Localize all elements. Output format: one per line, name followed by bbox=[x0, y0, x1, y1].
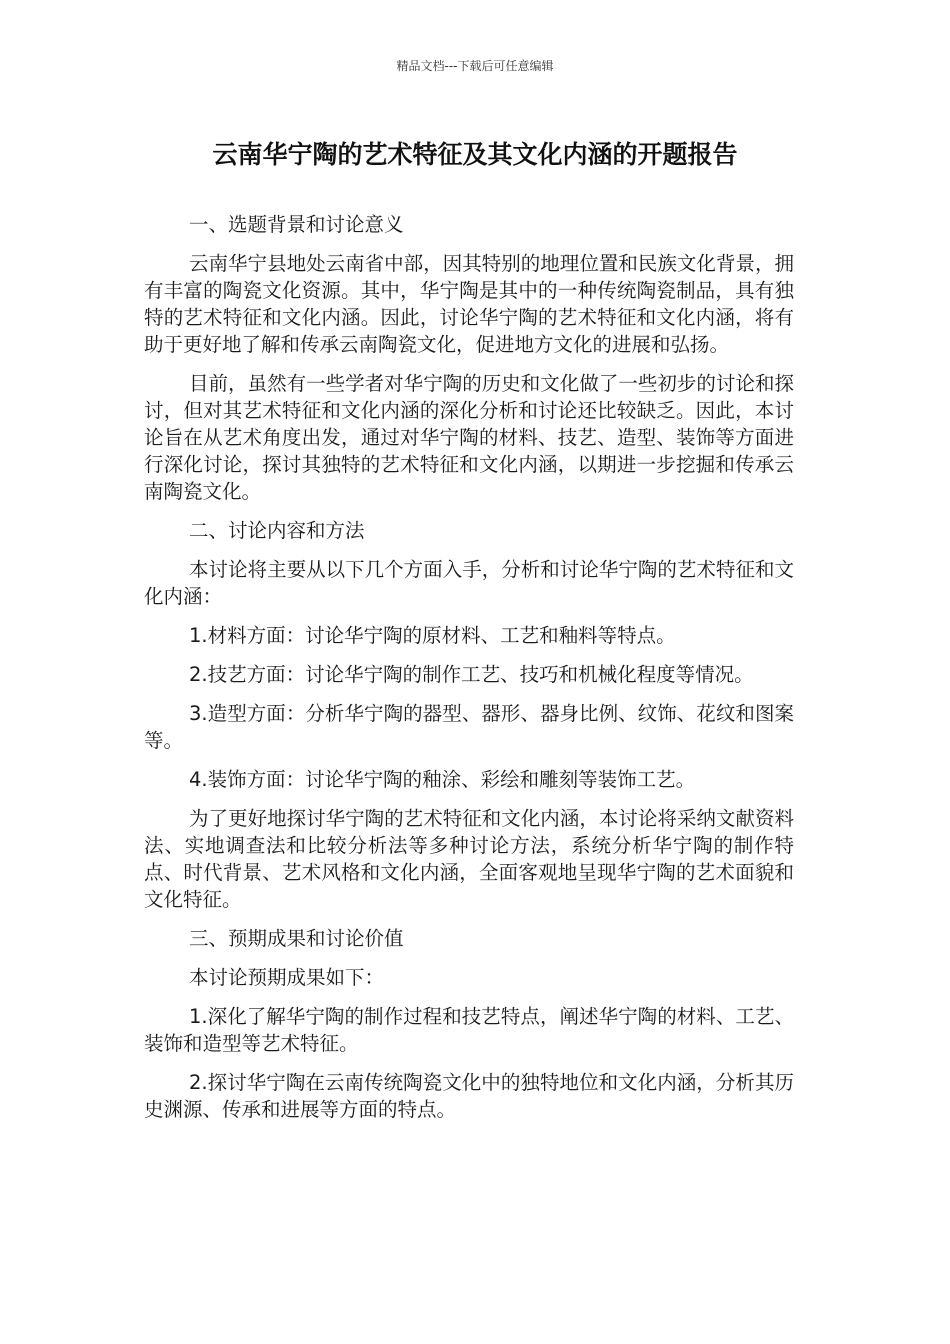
section-heading-content-methods: 二、讨论内容和方法 bbox=[189, 519, 365, 542]
list-item-decoration: 4.装饰方面：讨论华宁陶的釉涂、彩绘和雕刻等装饰工艺。 bbox=[189, 768, 696, 791]
list-item-materials: 1.材料方面：讨论华宁陶的原材料、工艺和釉料等特点。 bbox=[189, 624, 676, 647]
list-item-outcome-2: 2.探讨华宁陶在云南传统陶瓷文化中的独特地位和文化内涵，分析其历史渊源、传承和进展等方面的特点。 bbox=[144, 1071, 794, 1121]
page-header: 精品文档---下载后可任意编辑 bbox=[396, 59, 554, 73]
document-title: 云南华宁陶的艺术特征及其文化内涵的开题报告 bbox=[212, 140, 738, 169]
section-heading-background: 一、选题背景和讨论意义 bbox=[189, 213, 404, 236]
list-item-forms: 3.造型方面：分析华宁陶的器型、器形、器身比例、纹饰、花纹和图案等。 bbox=[144, 702, 794, 752]
paragraph-outcomes-intro: 本讨论预期成果如下： bbox=[189, 966, 385, 989]
list-item-techniques: 2.技艺方面：讨论华宁陶的制作工艺、技巧和机械化程度等情况。 bbox=[189, 663, 754, 686]
paragraph-methods: 为了更好地探讨华宁陶的艺术特征和文化内涵，本讨论将采纳文献资料法、实地调查法和比较分析法等多种讨论方法，系统分析华宁陶的制作特点、时代背景、艺术风格和文化内涵，全面客观地呈现华宁陶的艺术面貌和文化特征。 bbox=[144, 807, 794, 911]
list-item-outcome-1: 1.深化了解华宁陶的制作过程和技艺特点，阐述华宁陶的材料、工艺、装饰和造型等艺术特征。 bbox=[144, 1005, 794, 1055]
paragraph-content-intro: 本讨论将主要从以下几个方面入手，分析和讨论华宁陶的艺术特征和文化内涵： bbox=[144, 558, 794, 608]
document-body bbox=[144, 211, 794, 1135]
paragraph-background-1: 云南华宁县地处云南省中部，因其特别的地理位置和民族文化背景，拥有丰富的陶瓷文化资源。其中，华宁陶是其中的一种传统陶瓷制品，具有独特的艺术特征和文化内涵。因此，讨论华宁陶的艺术特征和文化内涵，将有助于更好地了解和传承云南陶瓷文化，促进地方文化的进展和弘扬。 bbox=[144, 252, 794, 356]
paragraph-background-2: 目前，虽然有一些学者对华宁陶的历史和文化做了一些初步的讨论和探讨，但对其艺术特征和文化内涵的深化分析和讨论还比较缺乏。因此，本讨论旨在从艺术角度出发，通过对华宁陶的材料、技艺、造型、装饰等方面进行深化讨论，探讨其独特的艺术特征和文化内涵，以期进一步挖掘和传承云南陶瓷文化。 bbox=[144, 372, 794, 503]
section-heading-outcomes: 三、预期成果和讨论价值 bbox=[189, 927, 404, 950]
